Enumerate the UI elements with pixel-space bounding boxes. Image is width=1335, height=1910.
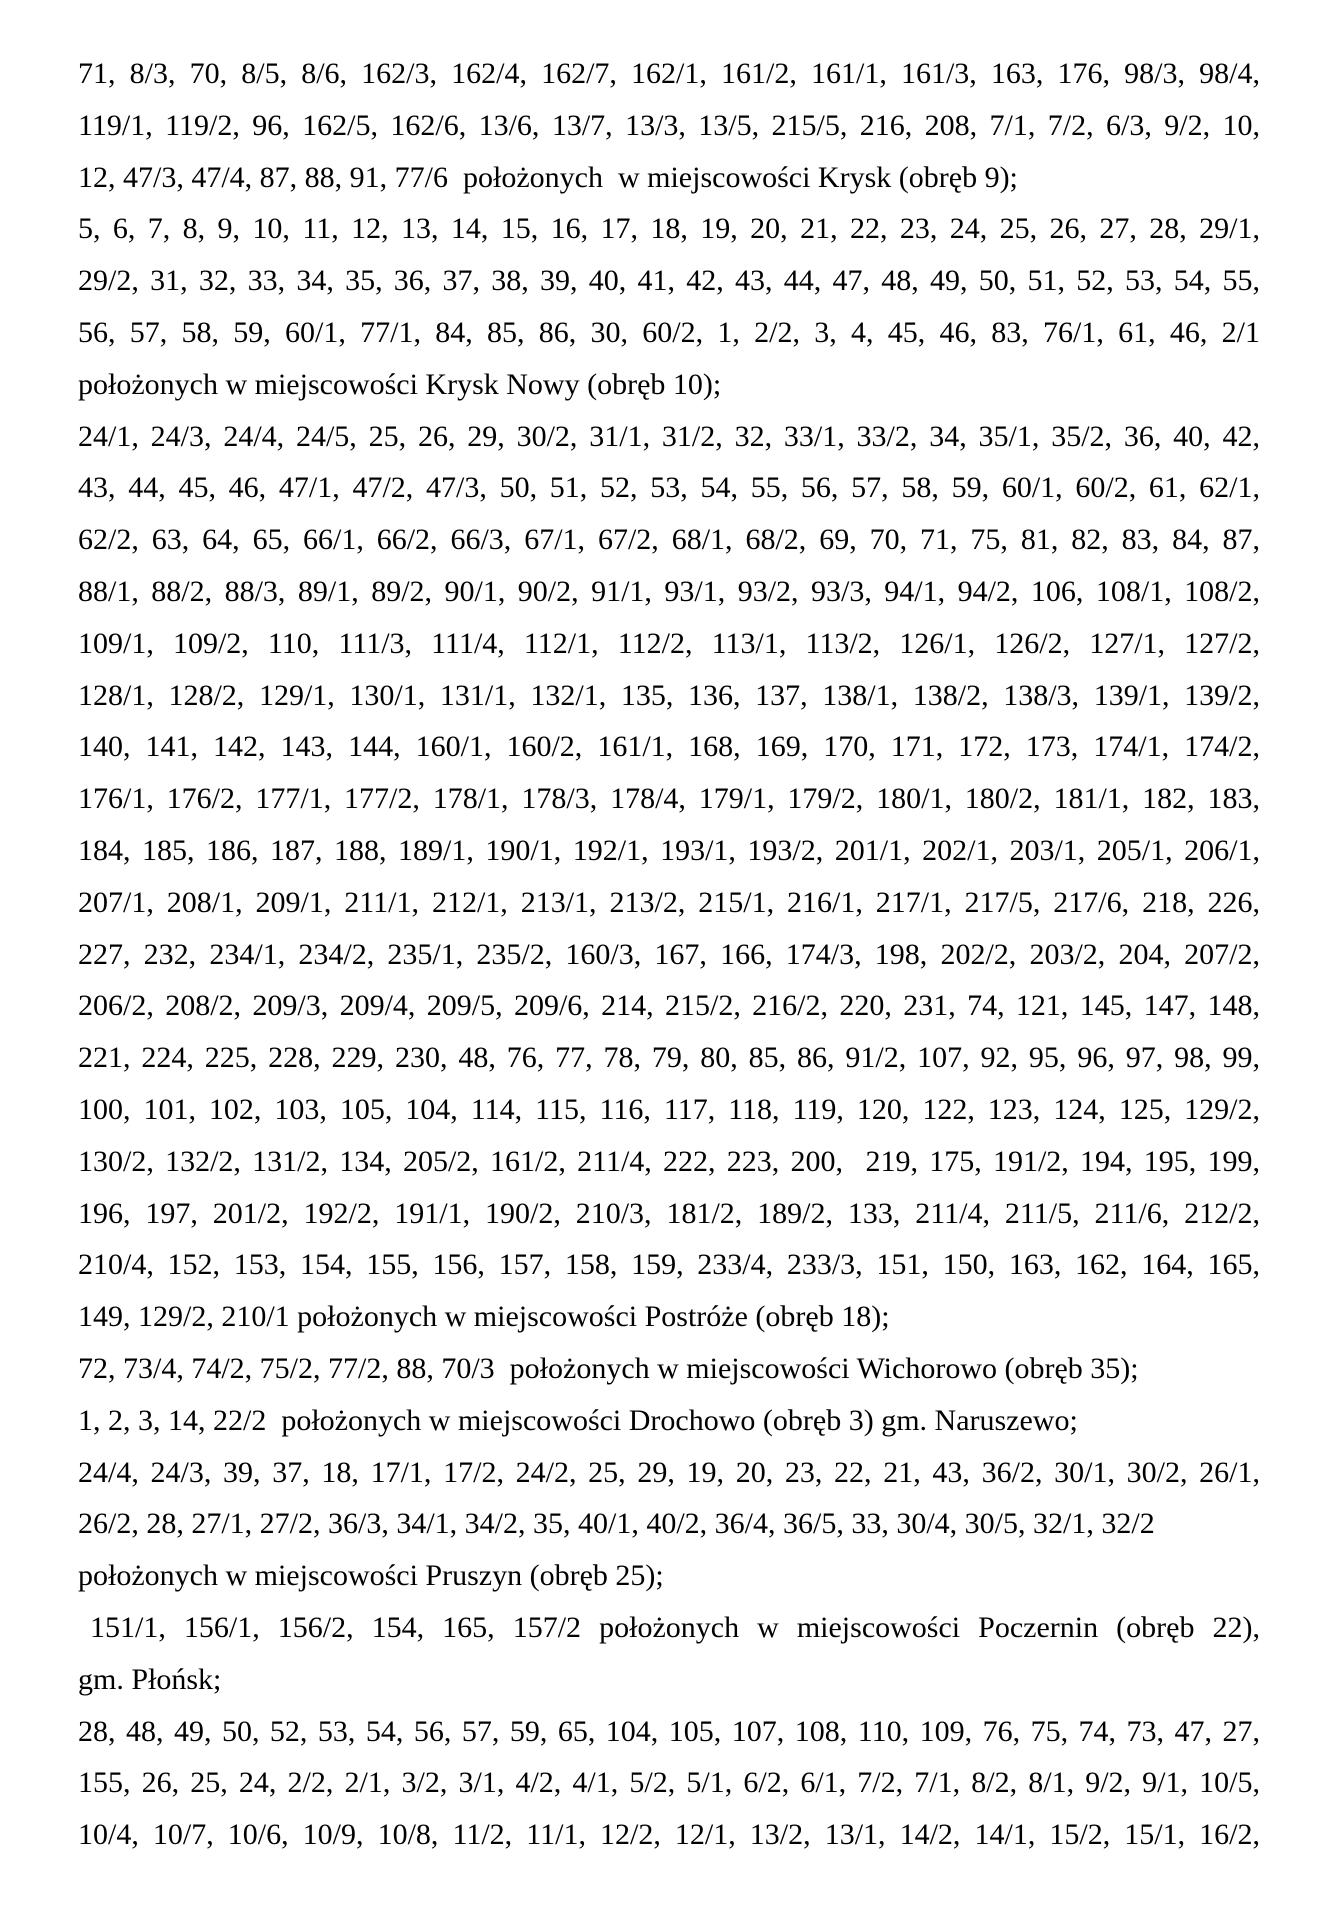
text-line: 196, 197, 201/2, 192/2, 191/1, 190/2, 210/3, 181/2, 189/2, 133, 211/4, 211/5, 211/6, 212/2,: [78, 1196, 1260, 1230]
text-line: gm. Płońsk;: [78, 1662, 222, 1696]
text-line: 207/1, 208/1, 209/1, 211/1, 212/1, 213/1, 213/2, 215/1, 216/1, 217/1, 217/5, 217/6, 218, 226,: [78, 885, 1260, 919]
text-line: 227, 232, 234/1, 234/2, 235/1, 235/2, 160/3, 167, 166, 174/3, 198, 202/2, 203/2, 204, 207/2,: [78, 937, 1260, 971]
text-line: 62/2, 63, 64, 65, 66/1, 66/2, 66/3, 67/1, 67/2, 68/1, 68/2, 69, 70, 71, 75, 81, 82, 83, 84, 87,: [78, 523, 1260, 557]
text-line: 119/1, 119/2, 96, 162/5, 162/6, 13/6, 13/7, 13/3, 13/5, 215/5, 216, 208, 7/1, 7/2, 6/3, 9/2, 10,: [78, 108, 1260, 142]
text-line: 12, 47/3, 47/4, 87, 88, 91, 77/6 położonych w miejscowości Krysk (obręb 9);: [78, 160, 1018, 194]
text-line: 176/1, 176/2, 177/1, 177/2, 178/1, 178/3, 178/4, 179/1, 179/2, 180/1, 180/2, 181/1, 182, 183,: [78, 782, 1260, 816]
text-line: 10/4, 10/7, 10/6, 10/9, 10/8, 11/2, 11/1, 12/2, 12/1, 13/2, 13/1, 14/2, 14/1, 15/2, 15/1, 16/2,: [78, 1818, 1260, 1852]
text-line: 71, 8/3, 70, 8/5, 8/6, 162/3, 162/4, 162/7, 162/1, 161/2, 161/1, 161/3, 163, 176, 98/3, 98/4,: [78, 57, 1260, 90]
text-line: 149, 129/2, 210/1 położonych w miejscowości Postróże (obręb 18);: [78, 1300, 890, 1334]
text-line: 128/1, 128/2, 129/1, 130/1, 131/1, 132/1, 135, 136, 137, 138/1, 138/2, 138/3, 139/1, 139/2,: [78, 678, 1260, 712]
text-line: 210/4, 152, 153, 154, 155, 156, 157, 158, 159, 233/4, 233/3, 151, 150, 163, 162, 164, 165,: [78, 1248, 1260, 1282]
text-line: 1, 2, 3, 14, 22/2 położonych w miejscowości Drochowo (obręb 3) gm. Naruszewo;: [78, 1403, 1078, 1437]
text-line: 29/2, 31, 32, 33, 34, 35, 36, 37, 38, 39, 40, 41, 42, 43, 44, 47, 48, 49, 50, 51, 52, 53, 54, 55,: [78, 264, 1260, 298]
text-line: 88/1, 88/2, 88/3, 89/1, 89/2, 90/1, 90/2, 91/1, 93/1, 93/2, 93/3, 94/1, 94/2, 106, 108/1, 108/2,: [78, 574, 1260, 608]
text-line: 100, 101, 102, 103, 105, 104, 114, 115, 116, 117, 118, 119, 120, 122, 123, 124, 125, 129/2,: [78, 1092, 1260, 1126]
text-line: 56, 57, 58, 59, 60/1, 77/1, 84, 85, 86, 30, 60/2, 1, 2/2, 3, 4, 45, 46, 83, 76/1, 61, 46, 2/1: [78, 315, 1260, 349]
text-line: 72, 73/4, 74/2, 75/2, 77/2, 88, 70/3 położonych w miejscowości Wichorowo (obręb 35);: [78, 1351, 1139, 1385]
text-line: 155, 26, 25, 24, 2/2, 2/1, 3/2, 3/1, 4/2, 4/1, 5/2, 5/1, 6/2, 6/1, 7/2, 7/1, 8/2, 8/1, 9/2, 9/1, 10/5,: [78, 1766, 1260, 1800]
parcel-listing-text-block: [78, 48, 1260, 1861]
text-line: 184, 185, 186, 187, 188, 189/1, 190/1, 192/1, 193/1, 193/2, 201/1, 202/1, 203/1, 205/1, 206/1,: [78, 833, 1260, 867]
text-line: 5, 6, 7, 8, 9, 10, 11, 12, 13, 14, 15, 16, 17, 18, 19, 20, 21, 22, 23, 24, 25, 26, 27, 28, 29/1,: [78, 212, 1260, 246]
text-line: 24/4, 24/3, 39, 37, 18, 17/1, 17/2, 24/2, 25, 29, 19, 20, 23, 22, 21, 43, 36/2, 30/1, 30/2, 26/1,: [78, 1455, 1260, 1489]
text-line: położonych w miejscowości Krysk Nowy (obręb 10);: [78, 367, 722, 401]
text-line: 28, 48, 49, 50, 52, 53, 54, 56, 57, 59, 65, 104, 105, 107, 108, 110, 109, 76, 75, 74, 73, 47, 27,: [78, 1714, 1260, 1748]
text-line: 109/1, 109/2, 110, 111/3, 111/4, 112/1, 112/2, 113/1, 113/2, 126/1, 126/2, 127/1, 127/2,: [78, 626, 1260, 660]
text-line: 26/2, 28, 27/1, 27/2, 36/3, 34/1, 34/2, 35, 40/1, 40/2, 36/4, 36/5, 33, 30/4, 30/5, 32/1, 32/2: [78, 1507, 1155, 1541]
text-line: 140, 141, 142, 143, 144, 160/1, 160/2, 161/1, 168, 169, 170, 171, 172, 173, 174/1, 174/2,: [78, 730, 1260, 764]
text-line: 24/1, 24/3, 24/4, 24/5, 25, 26, 29, 30/2, 31/1, 31/2, 32, 33/1, 33/2, 34, 35/1, 35/2, 36, 40, 42,: [78, 419, 1260, 453]
text-line: 130/2, 132/2, 131/2, 134, 205/2, 161/2, 211/4, 222, 223, 200, 219, 175, 191/2, 194, 195, 199,: [78, 1144, 1260, 1178]
text-line: 151/1, 156/1, 156/2, 154, 165, 157/2 położonych w miejscowości Poczernin (obręb 22),: [90, 1610, 1260, 1644]
text-line: 221, 224, 225, 228, 229, 230, 48, 76, 77, 78, 79, 80, 85, 86, 91/2, 107, 92, 95, 96, 97, 98, 99,: [78, 1041, 1260, 1075]
text-line: położonych w miejscowości Pruszyn (obręb 25);: [78, 1559, 664, 1593]
text-line: 206/2, 208/2, 209/3, 209/4, 209/5, 209/6, 214, 215/2, 216/2, 220, 231, 74, 121, 145, 147, 148,: [78, 989, 1260, 1023]
text-line: 43, 44, 45, 46, 47/1, 47/2, 47/3, 50, 51, 52, 53, 54, 55, 56, 57, 58, 59, 60/1, 60/2, 61, 62/1,: [78, 471, 1260, 505]
